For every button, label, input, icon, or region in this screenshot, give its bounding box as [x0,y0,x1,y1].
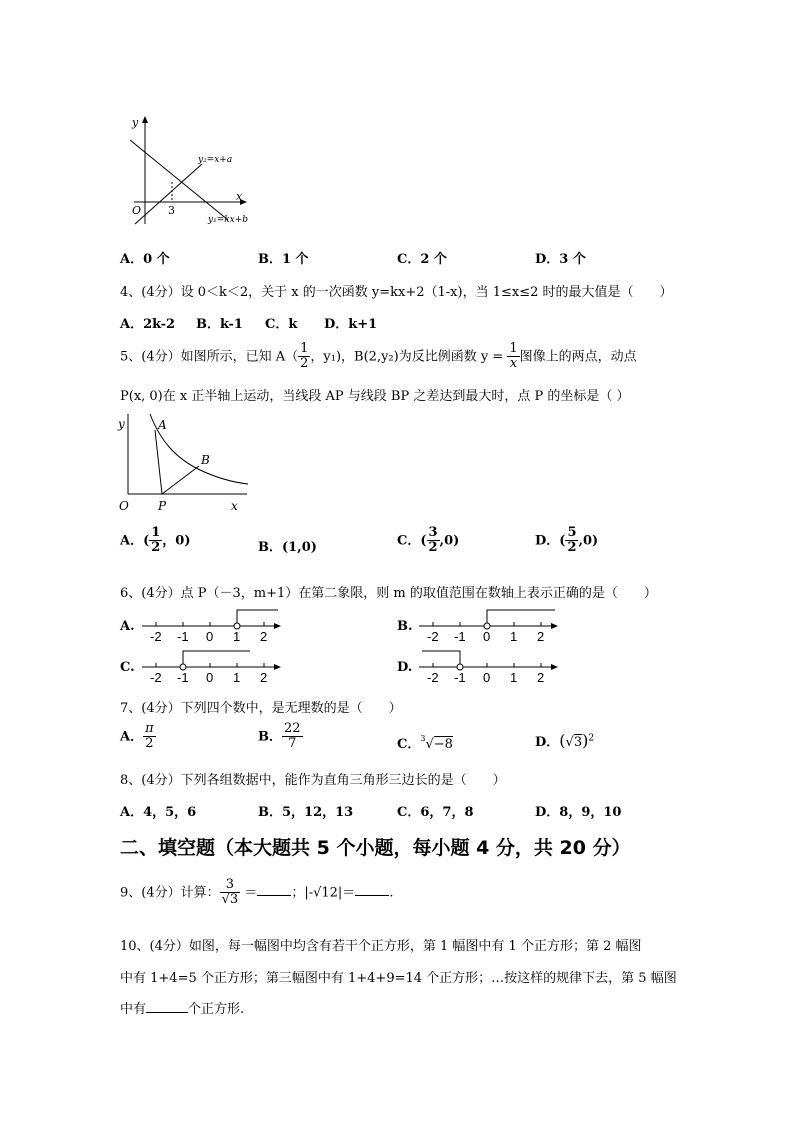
q5-option-a: A．( $\frac{1}{2}$ ，0) [120,525,191,556]
fig5-p: P [158,499,167,513]
q10-stem-line3: 中有 个正方形. [120,1002,245,1017]
q7-c-root-index: 3 [420,733,426,743]
svg-text:-1: -1 [177,629,189,644]
q7-option-d: D．$(√3)^2$ [535,731,595,750]
q7-d-exponent: 2 [588,733,595,744]
fig3-three: 3 [168,204,175,217]
q5-line1c: 图像上的两点，动点 [519,349,637,365]
q9-answer-blank-1[interactable] [257,895,291,896]
svg-text:2: 2 [537,629,545,644]
q10-answer-blank[interactable] [146,1012,188,1013]
fig5-x: x [231,499,238,513]
q5-stem-line1 [120,342,637,372]
q5-frac-a: $\frac{1}{2}$ [300,341,309,372]
q7-stem: 7、(4分）下列四个数中，是无理数的是（ ） [120,701,402,716]
fig3-o: O [132,204,142,217]
q4-option-b: B．k-1 [196,317,243,332]
q8-option-c: C．6，7，8 [397,805,474,820]
svg-text:1: 1 [510,629,518,644]
svg-text:-2: -2 [150,670,162,685]
svg-text:-2: -2 [427,629,439,644]
q6-label-c: C. [120,660,135,675]
section-heading: 二、填空题（本大题共 5 个小题，每小题 4 分，共 20 分） [120,837,631,859]
svg-text:2: 2 [260,670,268,685]
q9-answer-blank-2[interactable] [355,895,389,896]
svg-text:2: 2 [260,629,268,644]
q5-option-b: B．(1,0) [258,540,317,555]
q6-numberline-b [417,604,562,644]
q5-line1b: ，y₁)，B(2,y₂)为反比例函数 y = [310,349,508,365]
segment-ap [155,430,162,494]
q7-d-radicand: 3 [573,735,583,750]
q5-stem-line2: P(x, 0)在 x 正半轴上运动，当线段 AP 与线段 BP 之差达到最大时，点 P 的坐标是（ ） [120,389,630,404]
q5-option-d: D．( $\frac{5}{2}$ ,0) [535,525,599,556]
svg-text:-1: -1 [454,670,466,685]
q8-option-b: B．5，12，13 [258,805,354,820]
fig3-x: x [236,190,243,203]
y-arrow [142,116,148,123]
segment-bp [162,466,199,494]
q4-option-a: A．2k-2 [120,317,176,332]
svg-text:0: 0 [483,670,491,685]
q7-option-b: B． $\frac{22}{7}$ [258,721,301,752]
q8-option-d: D．8，9，10 [535,805,622,820]
q10-stem-line2: 中有 1+4=5 个正方形；第三幅图中有 1+4+9=14 个正方形；…按这样的规律下去，第 5 幅图 [120,971,677,986]
q3-option-b: B．1 个 [258,252,309,267]
fig3-y2: y₂=x+a [198,155,233,165]
svg-text:0: 0 [206,629,214,644]
q6-numberline-d [417,645,562,685]
q5-figure [115,410,255,516]
q6-label-b: B. [397,619,413,634]
q4-stem: 4、(4分）设 0＜k＜2，关于 x 的一次函数 y=kx+2（1-x)，当 1≤x≤2 时的最大值是（ ） [120,285,673,300]
fig5-o: O [119,499,129,513]
fig3-y1: y₁=kx+b [208,215,249,225]
q5-line1a: 5、(4分）如图所示，已知 A（ [120,349,299,365]
fig3-y: y [132,116,139,129]
q8-stem: 8、(4分）下列各组数据中，能作为直角三角形三边长的是（ ） [120,773,506,788]
q5-frac-f: $\frac{1}{x}$ [509,341,518,372]
q3-option-a: A．0 个 [120,252,170,267]
q6-label-a: A. [120,619,135,634]
q9-stem: 9、(4分）计算： $\frac{3}{√3}$ ＝ ；|-√12|＝ . [120,877,394,908]
svg-text:1: 1 [233,670,241,685]
q6-numberline-c [140,645,285,685]
svg-text:-2: -2 [427,670,439,685]
q7-option-c: C．$^3$√−8 [397,733,453,752]
q3-option-d: D．3 个 [535,252,586,267]
q7-c-radicand: −8 [433,737,453,752]
q4-option-c: C．k [265,317,298,332]
svg-text:-1: -1 [177,670,189,685]
q7-option-a: A． $\frac{\pi}{2}$ [120,721,154,752]
q6-label-d: D. [397,660,413,675]
fig5-y: y [118,417,125,431]
q6-stem: 6、(4分）点 P（－3，m+1）在第二象限，则 m 的取值范围在数轴上表示正确的是（ ） [120,586,657,601]
q8-option-a: A．4，5，6 [120,805,197,820]
q10-stem-line1: 10、(4分）如图，每一幅图中均含有若干个正方形，第 1 幅图中有 1 个正方形；第 2 幅图 [120,939,642,954]
fig5-a: A [158,418,167,432]
svg-text:2: 2 [537,670,545,685]
svg-text:1: 1 [510,670,518,685]
q3-option-c: C．2 个 [397,252,447,267]
svg-text:-2: -2 [150,629,162,644]
q4-option-d: D．k+1 [324,317,378,332]
svg-text:0: 0 [206,670,214,685]
q5-option-c: C．( $\frac{3}{2}$ ,0) [397,525,460,556]
fig5-b: B [201,453,210,467]
svg-text:0: 0 [483,629,491,644]
q6-numberline-a [140,604,285,644]
svg-text:1: 1 [233,629,241,644]
q3-figure [120,112,280,230]
svg-text:-1: -1 [454,629,466,644]
